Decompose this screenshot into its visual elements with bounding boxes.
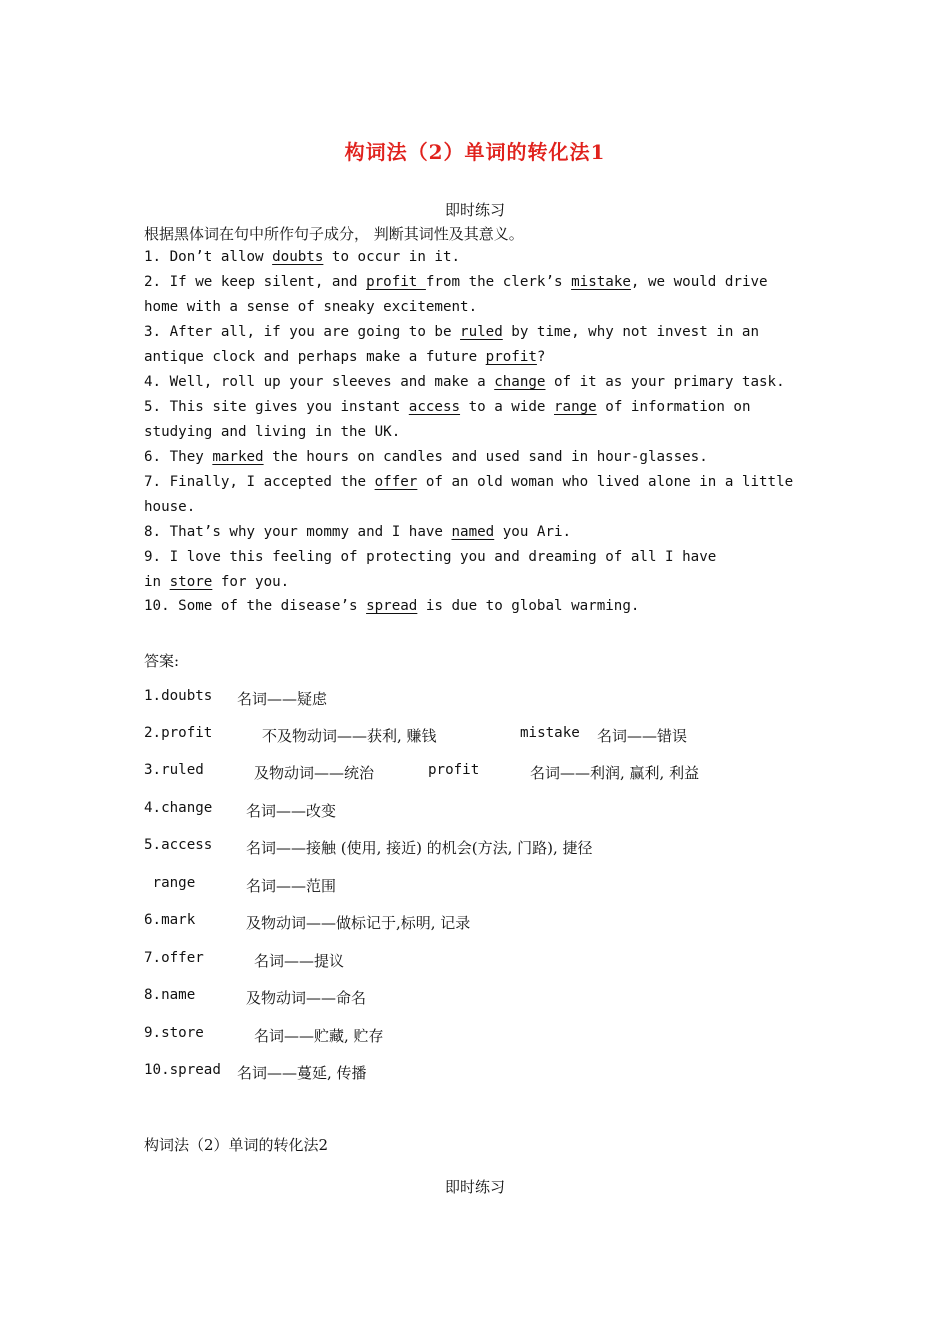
next-section-title: 构词法（2）单词的转化法2 xyxy=(144,1136,329,1154)
next-practice-heading: 即时练习 xyxy=(444,1178,505,1196)
answer-1 xyxy=(144,688,328,708)
answer-word: 3.ruled xyxy=(144,762,204,778)
answer-8 xyxy=(144,987,367,1007)
answer-9 xyxy=(144,1025,384,1045)
answer-word: 2.profit xyxy=(144,725,213,741)
sentence-text: the hours on candles and used sand in hour-glasses. xyxy=(263,449,708,465)
answer-meaning: 及物动词——命名 xyxy=(246,989,367,1007)
keyword-mistake: mistake xyxy=(571,274,631,290)
keyword-profit-2: profit xyxy=(485,349,537,365)
sentence-text: to occur in it. xyxy=(323,249,461,265)
sentence-text: antique clock and perhaps make a future xyxy=(144,349,486,365)
answer-meaning: 名词——接触 (使用, 接近) 的机会(方法, 门路), 捷径 xyxy=(246,839,593,857)
answer-5b xyxy=(144,875,337,895)
keyword-spread: spread xyxy=(366,598,418,614)
sentence-2 xyxy=(144,274,768,290)
answer-5 xyxy=(144,837,593,857)
answers-label: 答案: xyxy=(144,652,180,670)
answer-meaning: 及物动词——做标记于,标明, 记录 xyxy=(246,914,471,932)
sentence-text: is due to global warming. xyxy=(417,598,640,614)
answer-word: 7.offer xyxy=(144,950,204,966)
sentence-6 xyxy=(144,449,708,465)
sentence-5 xyxy=(144,399,750,415)
answer-7 xyxy=(144,950,345,970)
page-title: 构词法（2）单词的转化法1 xyxy=(344,140,606,164)
sentence-text: 3. After all, if you are going to be xyxy=(144,324,461,340)
keyword-access: access xyxy=(408,399,461,415)
sentence-2-cont: home with a sense of sneaky excitement. xyxy=(144,299,478,315)
sentence-text: ? xyxy=(536,349,546,365)
sentence-text: 6. They xyxy=(144,449,213,465)
answer-word: 9.store xyxy=(144,1025,204,1041)
sentence-text: from the clerk’s xyxy=(425,274,572,290)
sentence-text: 2. If we keep silent, and xyxy=(144,274,367,290)
answer-meaning: 及物动词——统治 xyxy=(254,764,375,782)
keyword-range: range xyxy=(554,399,597,415)
sentence-10 xyxy=(144,598,639,614)
answer-6 xyxy=(144,912,471,932)
sentence-text: to a wide xyxy=(460,399,555,415)
keyword-profit: profit xyxy=(366,274,426,290)
keyword-change: change xyxy=(494,374,546,390)
sentence-9: 9. I love this feeling of protecting you and dreaming of all I have xyxy=(144,549,717,565)
answer-meaning-2: 名词——错误 xyxy=(597,727,688,745)
answer-word: 5.access xyxy=(144,837,213,853)
sentence-4 xyxy=(144,374,785,390)
answer-meaning: 名词——改变 xyxy=(246,802,337,820)
answer-meaning: 名词——贮藏, 贮存 xyxy=(254,1027,384,1045)
sentence-text: 4. Well, roll up your sleeves and make a xyxy=(144,374,495,390)
sentence-3 xyxy=(144,324,759,340)
answer-word: 8.name xyxy=(144,987,196,1003)
practice-heading: 即时练习 xyxy=(444,201,505,219)
sentence-text: of it as your primary task. xyxy=(545,374,785,390)
sentence-text: in xyxy=(144,574,170,590)
instruction: 根据黑体词在句中所作句子成分， 判断其词性及其意义。 xyxy=(144,225,524,243)
sentence-8 xyxy=(144,524,571,540)
keyword-doubts: doubts xyxy=(272,249,324,265)
sentence-text: for you. xyxy=(212,574,290,590)
keyword-ruled: ruled xyxy=(460,324,503,340)
sentence-7-cont: house. xyxy=(144,499,196,515)
answer-word: 10.spread xyxy=(144,1062,221,1078)
sentence-1 xyxy=(144,249,460,265)
keyword-marked: marked xyxy=(212,449,264,465)
answer-meaning: 名词——提议 xyxy=(254,952,345,970)
sentence-text: of information on xyxy=(596,399,751,415)
sentence-text: of an old woman who lived alone in a little xyxy=(417,474,794,490)
answer-word: 1.doubts xyxy=(144,688,213,704)
sentence-text: 7. Finally, I accepted the xyxy=(144,474,375,490)
sentence-text: , we would drive xyxy=(630,274,768,290)
sentence-text: 1. Don’t allow xyxy=(144,249,273,265)
answer-meaning: 名词——范围 xyxy=(246,877,337,895)
answer-meaning: 名词——疑虑 xyxy=(237,690,328,708)
sentence-9-cont xyxy=(144,574,289,590)
sentence-text: 8. That’s why your mommy and I have xyxy=(144,524,452,540)
sentence-text: 5. This site gives you instant xyxy=(144,399,409,415)
answer-meaning-2: 名词——利润, 赢利, 利益 xyxy=(530,764,700,782)
sentence-text: 10. Some of the disease’s xyxy=(144,598,367,614)
answer-3 xyxy=(144,762,700,782)
answer-word: range xyxy=(144,875,196,891)
answer-4 xyxy=(144,800,337,820)
answer-meaning: 名词——蔓延, 传播 xyxy=(237,1064,367,1082)
answer-word: 4.change xyxy=(144,800,213,816)
answer-word-2: mistake xyxy=(520,725,580,741)
answer-word: 6.mark xyxy=(144,912,196,928)
sentence-text: you Ari. xyxy=(494,524,572,540)
answer-10 xyxy=(144,1062,367,1082)
sentence-5-cont: studying and living in the UK. xyxy=(144,424,401,440)
keyword-offer: offer xyxy=(374,474,418,490)
answer-word-2: profit xyxy=(428,762,480,778)
answer-meaning: 不及物动词——获利, 赚钱 xyxy=(262,727,437,745)
keyword-named: named xyxy=(451,524,495,540)
sentence-text: by time, why not invest in an xyxy=(502,324,760,340)
keyword-store: store xyxy=(169,574,213,590)
answer-2 xyxy=(144,725,688,745)
sentence-7 xyxy=(144,474,793,490)
sentence-3-cont xyxy=(144,349,545,365)
